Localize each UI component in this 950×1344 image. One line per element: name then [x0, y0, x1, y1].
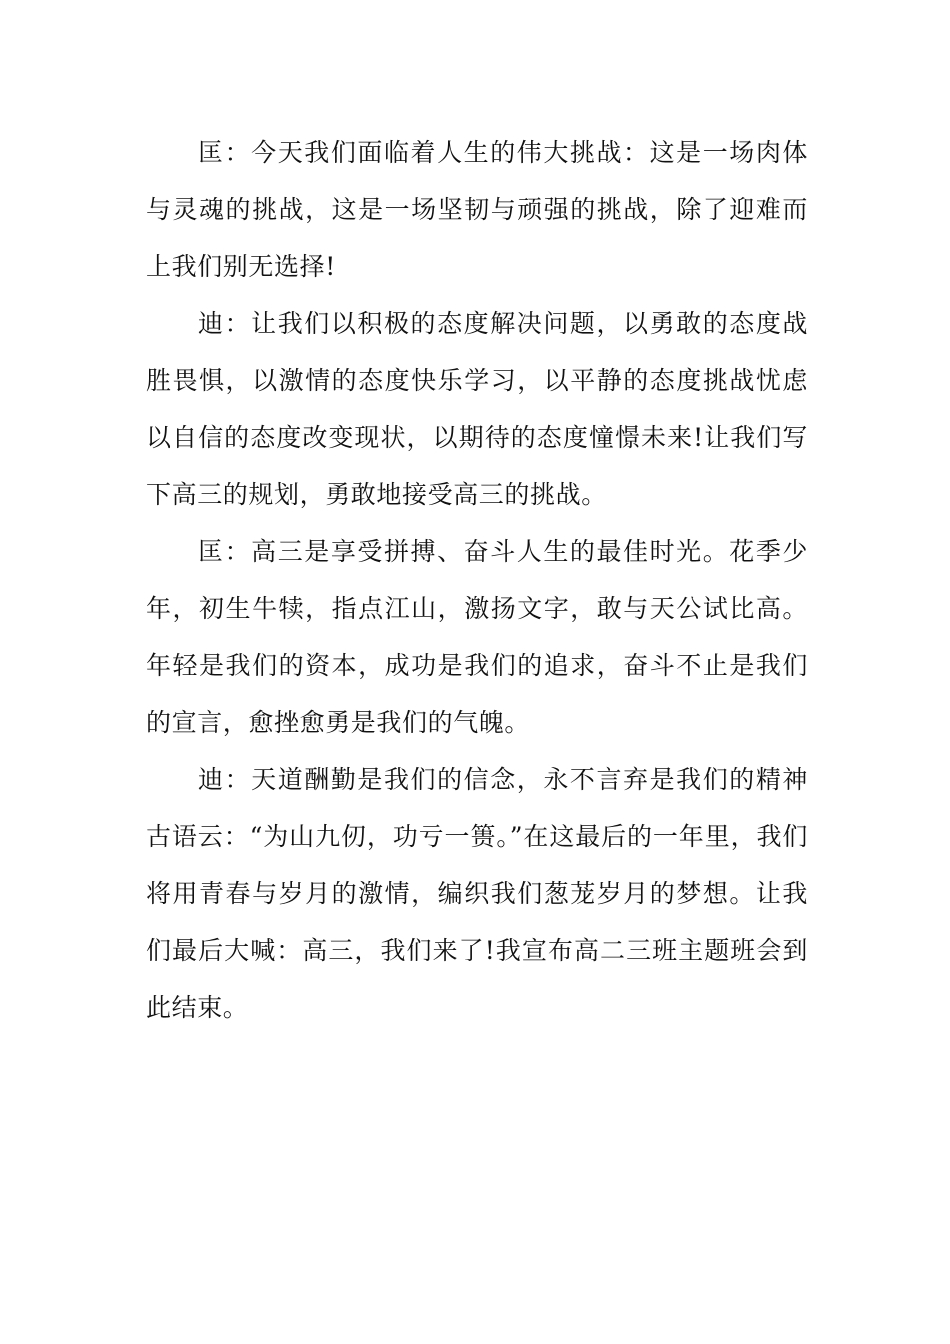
paragraph-4: 迪：天道酬勤是我们的信念，永不言弃是我们的精神古语云：“为山九仞，功亏一篑。”在这最后的一年里，我们将用青春与岁月的激情，编织我们葱茏岁月的梦想。让我们最后大喊：高三，我们来了!我宣布高二三班主题班会到此结束。 [146, 765, 808, 1022]
paragraph-3: 匡：高三是享受拼搏、奋斗人生的最佳时光。花季少年，初生牛犊，指点江山，激扬文字，敢与天公试比高。年轻是我们的资本，成功是我们的追求，奋斗不止是我们的宣言，愈挫愈勇是我们的气魄。 [146, 537, 808, 737]
paragraph-2: 迪：让我们以积极的态度解决问题，以勇敢的态度战胜畏惧，以激情的态度快乐学习，以平静的态度挑战忧虑以自信的态度改变现状，以期待的态度憧憬未来!让我们写下高三的规划，勇敢地接受高三的挑战。 [146, 309, 808, 509]
paragraph-1: 匡：今天我们面临着人生的伟大挑战：这是一场肉体与灵魂的挑战，这是一场坚韧与顽强的挑战，除了迎难而上我们别无选择! [146, 138, 808, 281]
document-body [146, 124, 808, 1036]
